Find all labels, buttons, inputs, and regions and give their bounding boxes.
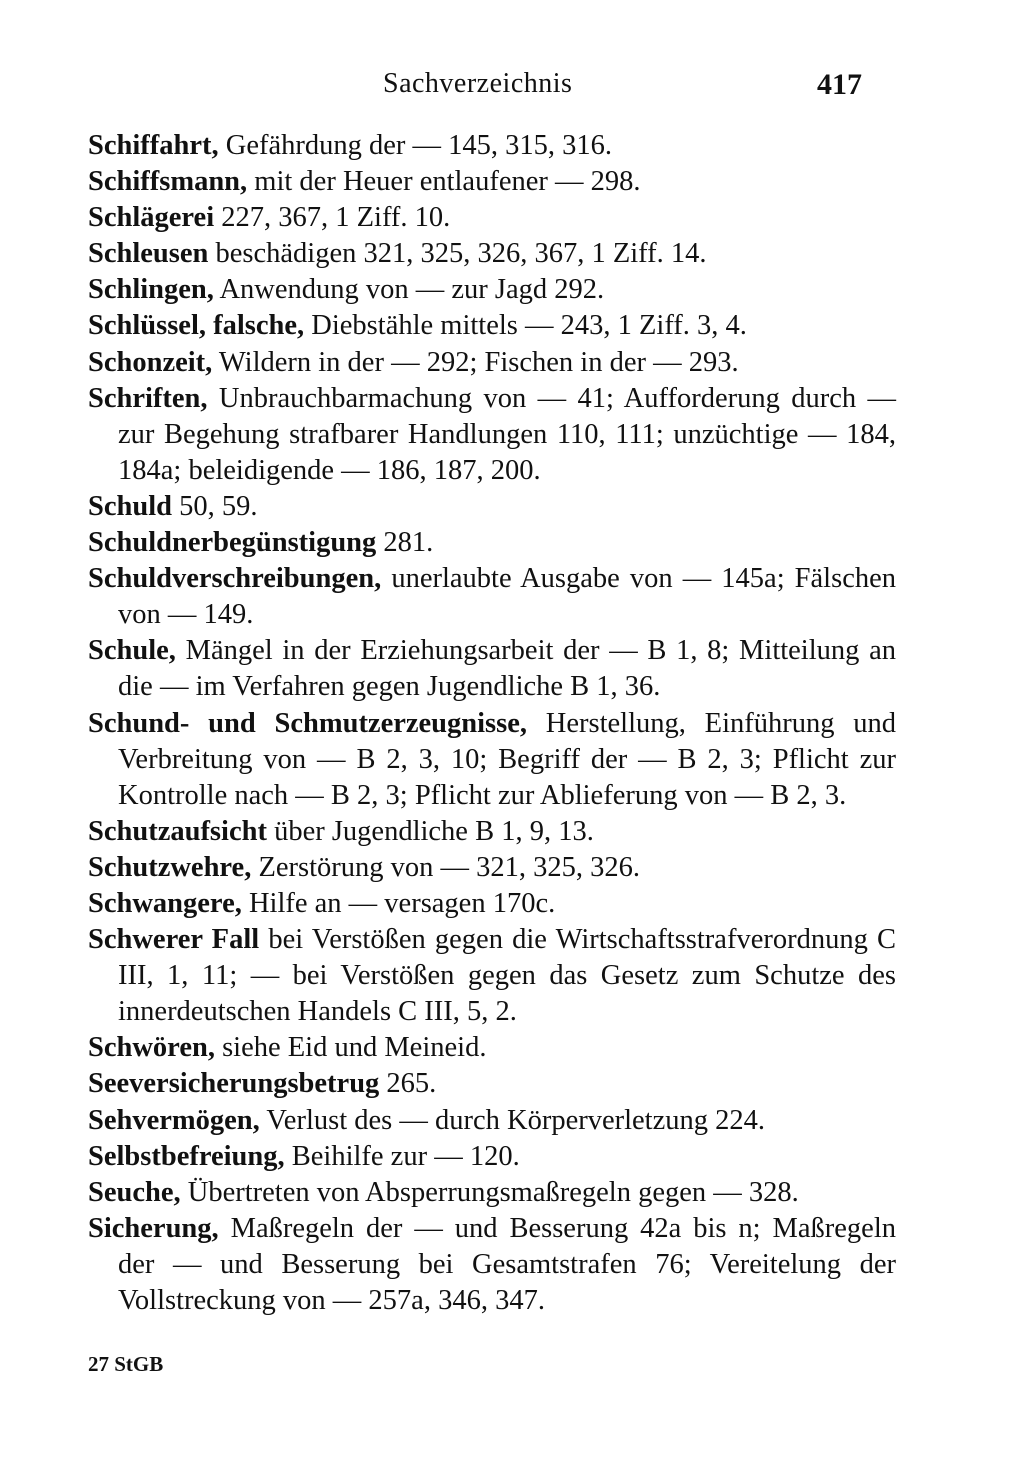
index-term: Sicherung,: [88, 1212, 219, 1244]
index-entry: [88, 128, 896, 164]
index-references: Gefährdung der — 145, 315, 316.: [218, 130, 613, 161]
index-term: Seuche,: [88, 1176, 181, 1208]
index-entry: [88, 164, 896, 200]
index-references: Diebstähle mittels — 243, 1 Ziff. 3, 4.: [304, 310, 747, 342]
index-references: beschädigen 321, 325, 326, 367, 1 Ziff. 14.: [208, 238, 707, 270]
index-term: Schwerer Fall: [88, 924, 260, 956]
index-references: 265.: [379, 1068, 437, 1100]
running-head: [0, 68, 1024, 108]
index-entry: [88, 633, 896, 705]
index-term: Schlägerei: [88, 202, 215, 234]
index-term: Schriften,: [88, 382, 208, 414]
page-number: 417: [817, 68, 862, 101]
index-entry: [88, 236, 896, 272]
index-term: Selbstbefreiung,: [88, 1140, 285, 1172]
index-entry: [88, 308, 896, 344]
index-term: Schleusen: [88, 238, 209, 270]
index-term: Schwangere,: [88, 887, 242, 919]
index-term: Schwören,: [88, 1032, 215, 1064]
index-term: Sehvermögen,: [88, 1104, 260, 1136]
index-references: Hilfe an — versagen 170c.: [241, 887, 556, 919]
index-term: Schuld: [88, 490, 172, 522]
index-references: siehe Eid und Meineid.: [214, 1032, 487, 1064]
index-references: mit der Heuer entlaufener — 298.: [247, 166, 641, 198]
index-term: Schiffahrt,: [88, 130, 219, 161]
index-entry: [88, 814, 896, 850]
index-references: Anwendung von — zur Jagd 292.: [213, 274, 605, 306]
index-references: Zerstörung von — 321, 325, 326.: [251, 851, 641, 883]
index-term: Schonzeit,: [88, 346, 213, 378]
index-references: Herstellung, Einführung und Verbreitung von — B 2, 3, 10; Begriff der — B 2, 3; Pflicht zur Kontrolle nach — B 2, 3; Pflicht zur Ablieferung von — B 2, 3.: [118, 707, 897, 811]
index-references: 227, 367, 1 Ziff. 10.: [214, 202, 451, 234]
index-term: Schuldnerbegünstigung: [88, 527, 377, 559]
index-entry: [88, 1066, 896, 1102]
index-entry: [88, 200, 896, 236]
index-term: Schund- und Schmutzerzeugnisse,: [88, 707, 528, 739]
index-term: Seeversicherungsbetrug: [88, 1068, 380, 1100]
index-references: Maßregeln der — und Besserung 42a bis n; Maßregeln der — und Besserung bei Gesamtstrafen 76; Vereitelung der Vollstreckung von — 257a, 346, 347.: [118, 1212, 896, 1316]
index-entry: [88, 850, 896, 886]
index-entry: [88, 1030, 896, 1066]
index-entry: [88, 489, 896, 525]
index-entry: [88, 525, 896, 561]
index-references: 281.: [376, 527, 434, 559]
index-references: Wildern in der — 292; Fischen in der — 293.: [212, 346, 739, 378]
index-term: Schlüssel, falsche,: [88, 310, 305, 342]
index-entry: [88, 561, 896, 633]
index-entry: [88, 922, 896, 1030]
index-references: bei Verstößen gegen die Wirtschaftsstrafverordnung C III, 1, 11; — bei Verstößen gegen das Gesetz zum Schutze des innerdeutschen Handels C III, 5, 2.: [118, 924, 896, 1028]
index-references: Beihilfe zur — 120.: [284, 1140, 520, 1172]
index-term: Schuldverschreibungen,: [88, 563, 382, 595]
index-references: unerlaubte Ausgabe von — 145a; Fälschen von — 149.: [118, 563, 896, 631]
index-entry: [88, 1175, 896, 1211]
index-entry: [88, 272, 896, 308]
index-entry: [88, 345, 896, 381]
index-references: Mängel in der Erziehungsarbeit der — B 1, 8; Mitteilung an die — im Verfahren gegen Jugendliche B 1, 36.: [118, 635, 896, 703]
index-entry: [88, 706, 896, 814]
index-references: Übertreten von Absperrungsmaßregeln gegen — 328.: [180, 1176, 799, 1208]
index-term: Schutzwehre,: [88, 851, 252, 883]
index-term: Schiffsmann,: [88, 166, 248, 198]
printer-signature: 27 StGB: [88, 1352, 164, 1376]
index-entry: [88, 886, 896, 922]
index-term: Schutzaufsicht: [88, 815, 267, 847]
index-term: Schlingen,: [88, 274, 214, 306]
index-entries: [88, 128, 896, 1319]
index-term: Schule,: [88, 635, 176, 667]
index-references: Unbrauchbarmachung von — 41; Aufforderung durch — zur Begehung strafbarer Handlungen 110, 111; unzüchtige — 184, 184a; beleidigende — 186, 187, 200.: [118, 382, 896, 486]
running-head-title: Sachverzeichnis: [383, 68, 573, 99]
index-references: 50, 59.: [171, 490, 258, 522]
index-entry: [88, 1103, 896, 1139]
index-entry: [88, 1139, 896, 1175]
index-references: über Jugendliche B 1, 9, 13.: [266, 815, 594, 847]
index-entry: [88, 1211, 896, 1319]
index-references: Verlust des — durch Körperverletzung 224.: [259, 1104, 765, 1136]
index-entry: [88, 381, 896, 489]
